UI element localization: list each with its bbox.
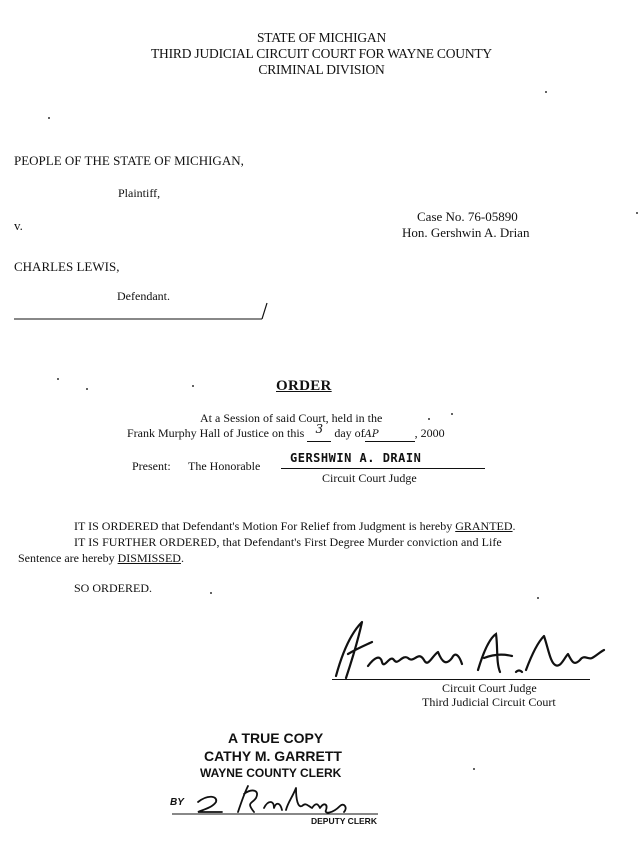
- judge-signature: [328, 614, 608, 686]
- deputy-signature-text: R. Randers: [168, 780, 173, 781]
- scan-speck: [451, 413, 453, 415]
- dismissed-word: DISMISSED: [117, 551, 181, 565]
- signature-title-2: Third Judicial Circuit Court: [422, 695, 556, 709]
- stamp-county-clerk: WAYNE COUNTY CLERK: [200, 766, 342, 780]
- court-name-heading: THIRD JUDICIAL CIRCUIT COURT FOR WAYNE COUNTY: [151, 46, 492, 61]
- scan-speck: [192, 385, 194, 387]
- scan-speck: [86, 388, 88, 390]
- present-label: Present:: [132, 459, 171, 473]
- assigned-judge: Hon. Gershwin A. Drian: [402, 225, 530, 240]
- defendant-name: CHARLES LEWIS,: [14, 259, 120, 274]
- stamp-clerk-name: CATHY M. GARRETT: [204, 748, 342, 764]
- ordered-paragraph-end: .: [512, 519, 516, 533]
- session-day-field: [307, 422, 331, 442]
- stamp-true-copy: A TRUE COPY: [228, 730, 324, 746]
- session-hall-text: Frank Murphy Hall of Justice on this: [127, 426, 305, 440]
- judge-title-caption: Circuit Court Judge: [322, 471, 417, 485]
- defendant-label: Defendant.: [117, 289, 170, 303]
- session-day-of-label: day of: [334, 426, 365, 440]
- signature-rule: [332, 679, 590, 680]
- further-ordered-text: Sentence are hereby: [18, 551, 118, 565]
- order-title: ORDER: [276, 378, 332, 394]
- session-month-value: AP: [364, 429, 379, 440]
- session-year: , 2000: [414, 426, 445, 440]
- stamp-by-label: BY: [170, 797, 184, 808]
- typed-judge-name: GERSHWIN A. DRAIN: [290, 451, 422, 465]
- scan-speck: [473, 768, 475, 770]
- case-number: Case No. 76-05890: [417, 209, 518, 224]
- ordered-paragraph-text: IT IS ORDERED that Defendant's Motion For Relief from Judgment is hereby: [74, 519, 456, 533]
- session-line-2: [127, 422, 445, 442]
- further-ordered-line-2: [18, 551, 184, 566]
- further-ordered-line-1: IT IS FURTHER ORDERED, that Defendant's First Degree Murder conviction and Life: [74, 535, 502, 549]
- scan-speck: [48, 117, 50, 119]
- scan-speck: [428, 418, 430, 420]
- plaintiff-name: PEOPLE OF THE STATE OF MICHIGAN,: [14, 153, 244, 168]
- session-day-value: 3: [315, 422, 324, 436]
- scan-speck: [545, 91, 547, 93]
- scan-speck: [210, 592, 212, 594]
- scan-speck: [57, 378, 59, 380]
- session-line-1: At a Session of said Court, held in the: [200, 411, 383, 425]
- caption-rule: [14, 300, 270, 322]
- scan-speck: [636, 212, 638, 214]
- court-state-heading: STATE OF MICHIGAN: [256, 30, 387, 45]
- further-ordered-end: .: [180, 551, 184, 565]
- judge-name-rule: [281, 468, 485, 469]
- honorable-label: The Honorable: [188, 459, 261, 473]
- versus-label: v.: [14, 218, 23, 233]
- scan-speck: [537, 597, 539, 599]
- plaintiff-label: Plaintiff,: [118, 186, 161, 200]
- so-ordered: SO ORDERED.: [74, 581, 153, 595]
- court-division-heading: CRIMINAL DIVISION: [258, 62, 385, 77]
- ordered-paragraph: [74, 519, 516, 534]
- stamp-deputy-clerk: DEPUTY CLERK: [311, 816, 377, 826]
- session-month-field: [365, 426, 415, 442]
- signature-title-1: Circuit Court Judge: [442, 681, 537, 695]
- judge-signature-text: Gershwin A. Drain: [328, 614, 336, 615]
- deputy-signature: [168, 780, 380, 820]
- granted-word: GRANTED: [455, 519, 513, 533]
